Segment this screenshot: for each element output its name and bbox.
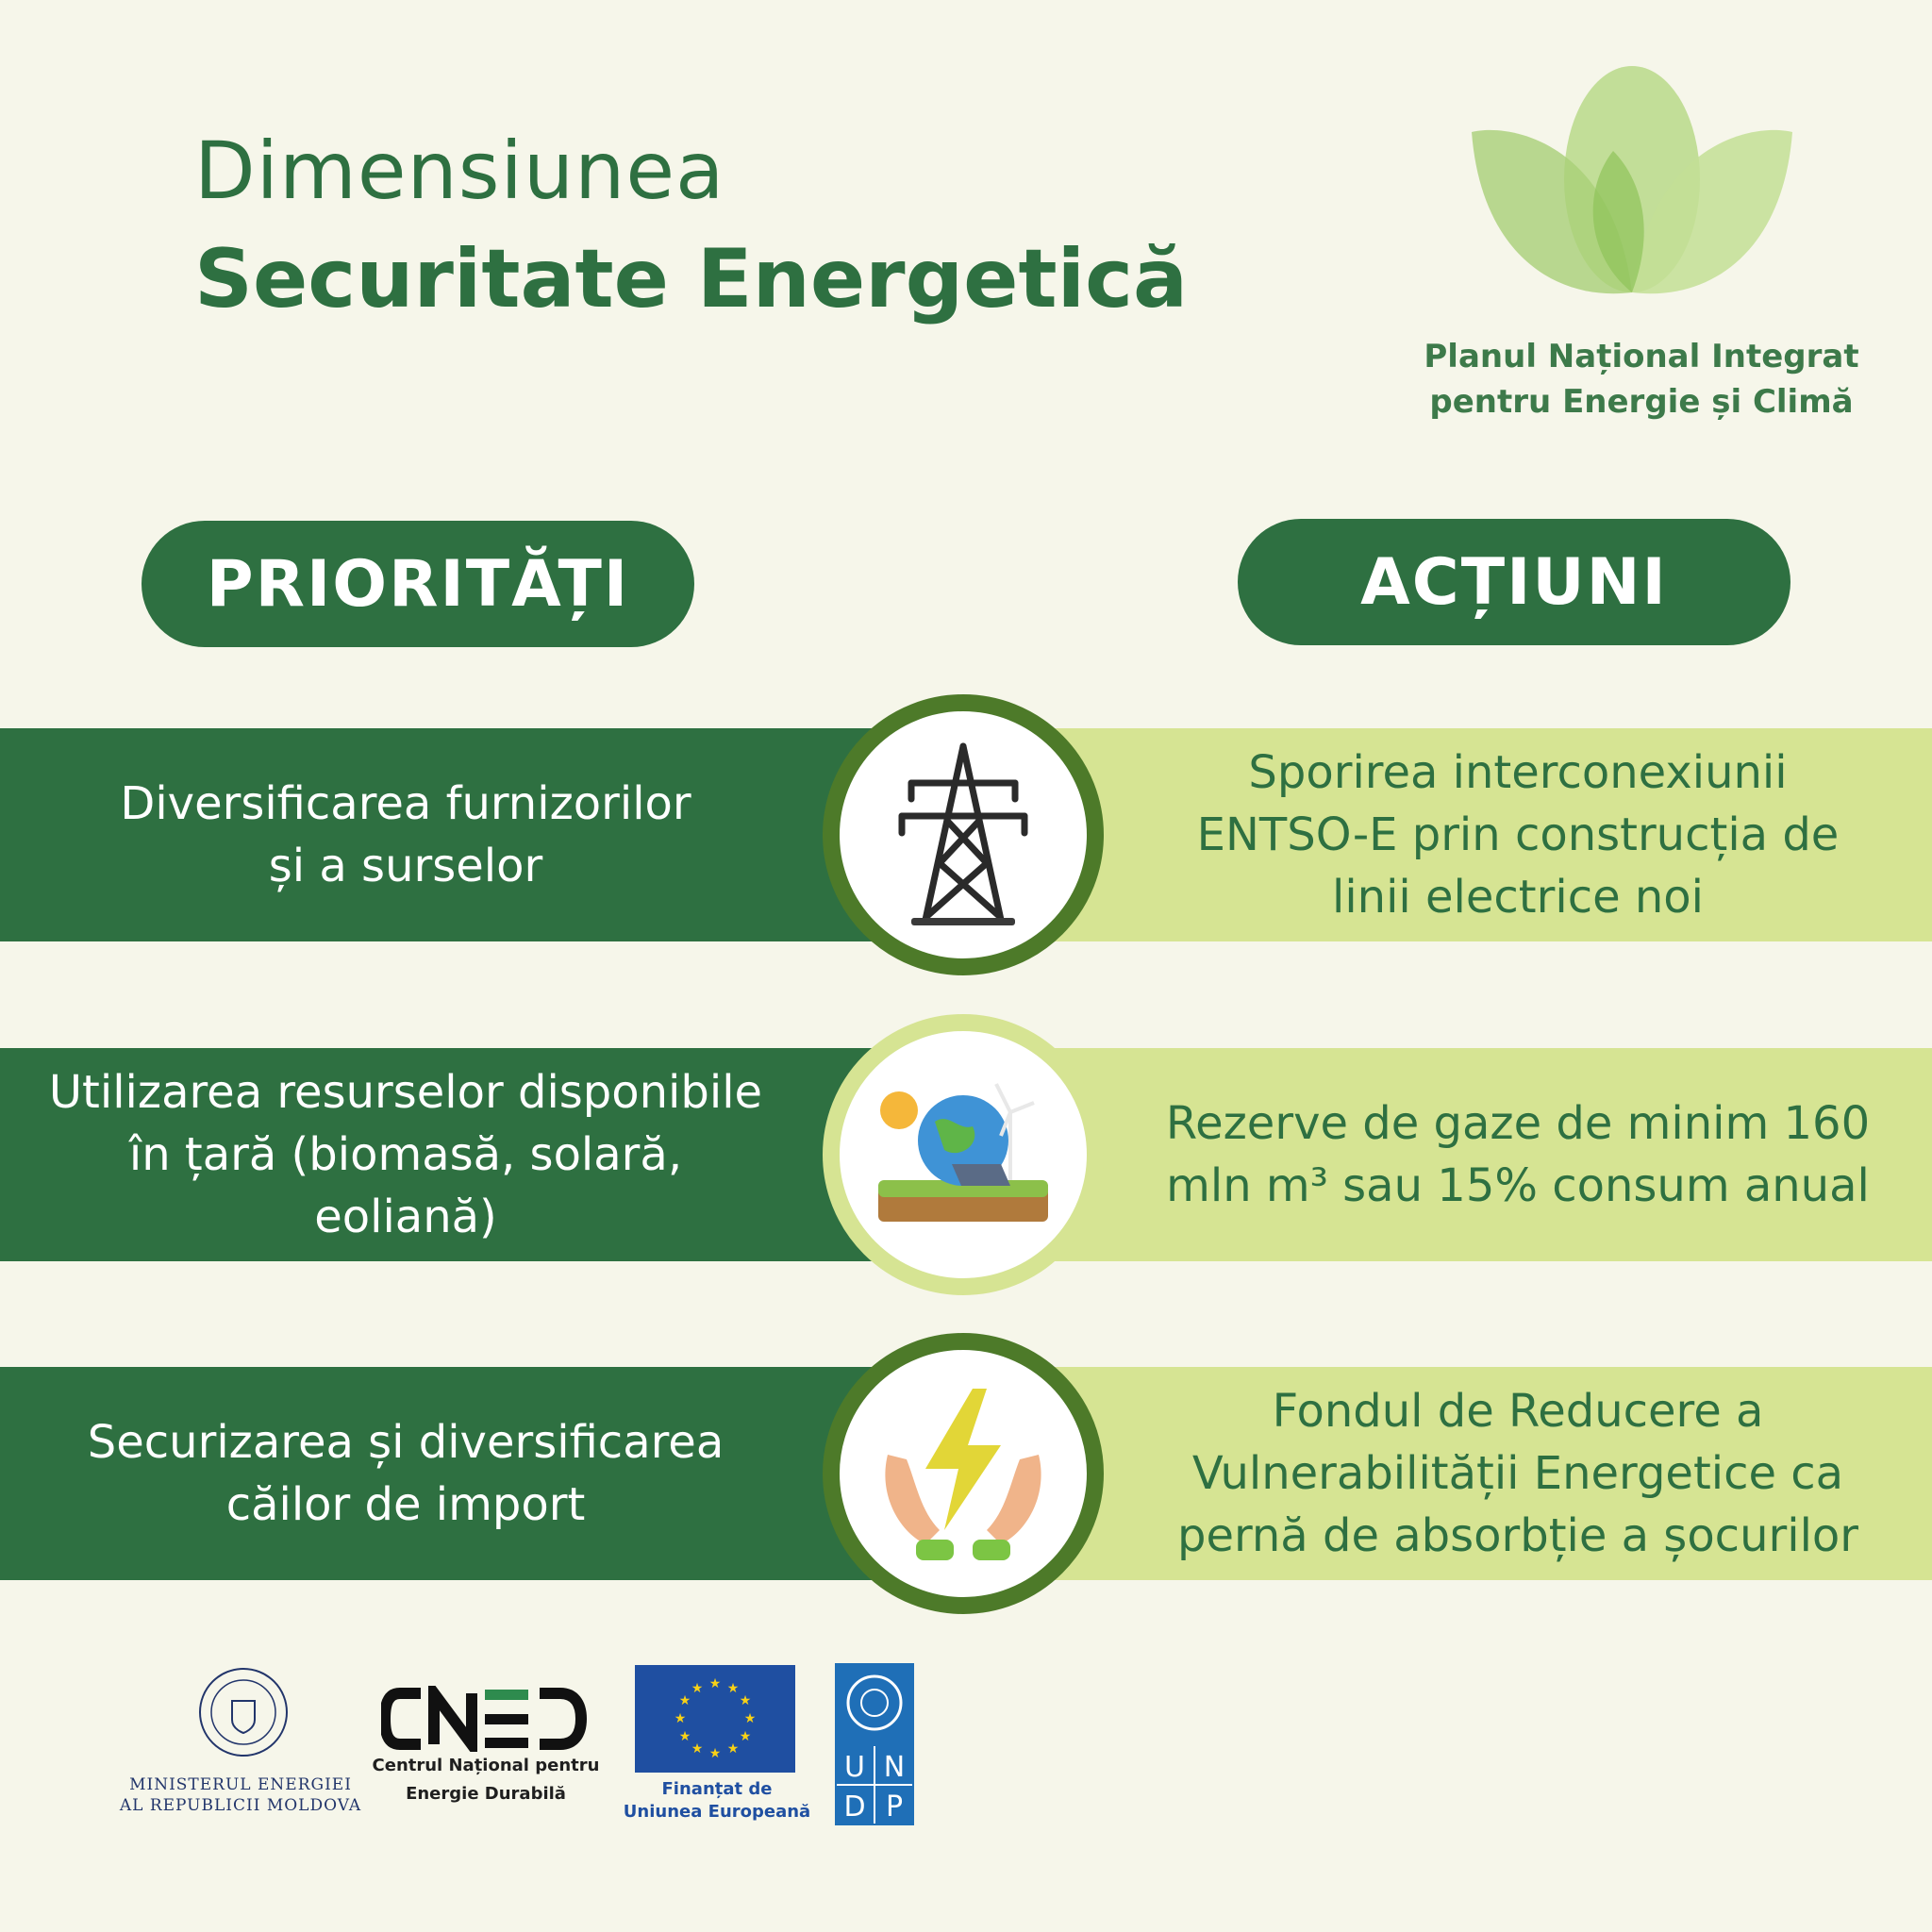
svg-text:★: ★ bbox=[708, 1676, 722, 1691]
svg-text:★: ★ bbox=[691, 1741, 704, 1757]
svg-text:★: ★ bbox=[726, 1681, 740, 1696]
priority-cell bbox=[0, 728, 953, 941]
svg-text:P: P bbox=[885, 1790, 904, 1824]
ministry-seal-icon bbox=[196, 1665, 291, 1759]
svg-text:★: ★ bbox=[739, 1693, 752, 1708]
partner-logos bbox=[0, 1656, 1932, 1844]
leaf-logo-icon bbox=[1472, 66, 1792, 321]
priority-text: Securizarea și diversificarea căilor de import bbox=[87, 1416, 724, 1531]
priorities-header: PRIORITĂȚI bbox=[142, 521, 694, 647]
row-icon-circle bbox=[823, 1333, 1104, 1614]
title-line-1: Dimensiunea bbox=[194, 125, 725, 217]
svg-text:★: ★ bbox=[678, 1693, 691, 1708]
svg-text:★: ★ bbox=[708, 1746, 722, 1761]
priority-cell bbox=[0, 1367, 953, 1580]
renewable-energy-icon bbox=[869, 1074, 1058, 1235]
svg-text:N: N bbox=[883, 1751, 906, 1784]
svg-text:★: ★ bbox=[678, 1729, 691, 1744]
row-icon-circle bbox=[823, 1014, 1104, 1295]
svg-text:★: ★ bbox=[691, 1681, 704, 1696]
action-text: Rezerve de gaze de minim 160 mln m³ sau 15% consum anual bbox=[1165, 1097, 1871, 1212]
priority-text: Diversificarea furnizorilor și a surselor bbox=[120, 777, 691, 892]
priority-text: Utilizarea resurselor disponibile în țară (biomasă, solară, eoliană) bbox=[48, 1066, 763, 1243]
hands-lightning-icon bbox=[869, 1379, 1058, 1568]
action-cell bbox=[962, 728, 1932, 941]
action-cell bbox=[962, 1367, 1932, 1580]
svg-text:★: ★ bbox=[743, 1711, 757, 1726]
action-text: Fondul de Reducere a Vulnerabilității Energetice ca pernă de absorbție a șocurilor bbox=[1176, 1385, 1858, 1562]
undp-logo-icon bbox=[835, 1663, 914, 1825]
actions-header: ACȚIUNI bbox=[1238, 519, 1790, 645]
plan-logo-text: Planul Național Integrat pentru Energie și Climă bbox=[1424, 338, 1859, 421]
eu-funding-text: Finanțat de Uniunea Europeană bbox=[623, 1779, 811, 1822]
action-text: Sporirea interconexiunii ENTSO-E prin construcția de linii electrice noi bbox=[1196, 746, 1840, 924]
power-tower-icon bbox=[892, 741, 1034, 929]
svg-text:★: ★ bbox=[739, 1729, 752, 1744]
row-icon-circle bbox=[823, 694, 1104, 975]
priority-action-row bbox=[0, 1367, 1932, 1580]
svg-text:D: D bbox=[843, 1790, 866, 1824]
svg-text:U: U bbox=[844, 1751, 865, 1784]
eu-flag-icon bbox=[635, 1665, 795, 1773]
svg-text:★: ★ bbox=[726, 1741, 740, 1757]
priority-cell bbox=[0, 1048, 953, 1261]
priority-action-row bbox=[0, 728, 1932, 941]
action-cell bbox=[962, 1048, 1932, 1261]
svg-text:★: ★ bbox=[674, 1711, 687, 1726]
priority-action-row bbox=[0, 1048, 1932, 1261]
ministry-name: MINISTERUL ENERGIEI AL REPUBLICII MOLDOVA bbox=[119, 1775, 362, 1815]
page-title: Securitate Energetică bbox=[194, 232, 1189, 326]
cned-logo-icon bbox=[381, 1686, 589, 1752]
cned-name: Centrul Național pentru Energie Durabilă bbox=[372, 1756, 600, 1804]
